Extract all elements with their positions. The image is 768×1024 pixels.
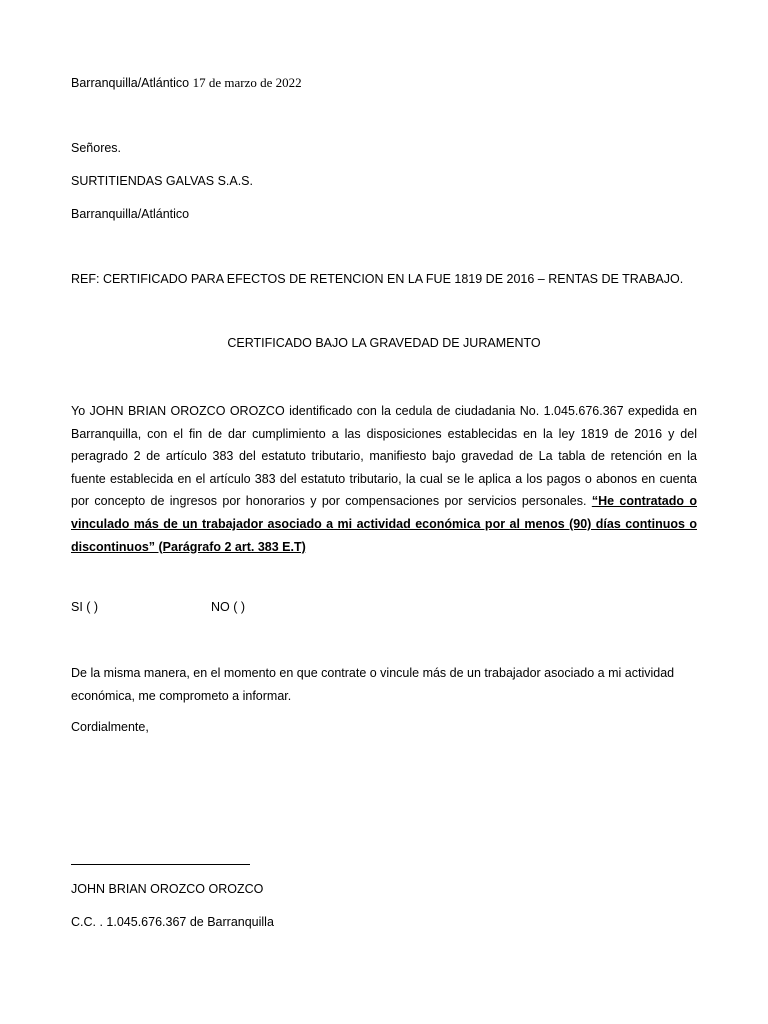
document-title: CERTIFICADO BAJO LA GRAVEDAD DE JURAMENTO bbox=[227, 336, 541, 350]
body-line: Yo JOHN BRIAN OROZCO OROZCO identificado con la cedula de ciudadania No. 1.045.676.367 expedida en bbox=[71, 404, 697, 418]
recipient-city: Barranquilla/Atlántico bbox=[71, 207, 190, 221]
option-no[interactable]: NO ( ) bbox=[211, 600, 246, 614]
signer-name: JOHN BRIAN OROZCO OROZCO bbox=[71, 882, 264, 896]
commitment-paragraph: De la misma manera, en el momento en que contrate o vincule más de un trabajador asociado a mi actividad económica, me comprometo a informar. bbox=[71, 666, 675, 703]
date-value: 17 de marzo de 2022 bbox=[192, 75, 302, 90]
date-line bbox=[71, 75, 302, 91]
date-place: Barranquilla/Atlántico bbox=[71, 76, 190, 90]
signature-line bbox=[71, 864, 250, 865]
sworn-statement-end: discontinuos” (Parágrafo 2 art. 383 E.T) bbox=[71, 539, 306, 554]
signer-id: C.C. . 1.045.676.367 de Barranquilla bbox=[71, 915, 274, 929]
body-line-plain: por concepto de ingresos por honorarios y por compensaciones por servicios personales. bbox=[71, 494, 592, 509]
body-line bbox=[71, 536, 697, 559]
sworn-statement-middle: vinculado más de un trabajador asociado a mi actividad económica por al menos (90) días continuos o bbox=[71, 516, 697, 531]
body-line bbox=[71, 490, 697, 513]
body-line: fuente establecida en el artículo 383 del estatuto tributario, la cual se le aplica a los pagos o abonos en cuenta bbox=[71, 471, 697, 486]
sworn-statement-start: “He contratado o bbox=[591, 494, 697, 509]
recipient-company: SURTITIENDAS GALVAS S.A.S. bbox=[71, 174, 253, 188]
closing: Cordialmente, bbox=[71, 720, 149, 734]
option-si[interactable]: SI ( ) bbox=[71, 600, 99, 614]
reference-line: REF: CERTIFICADO PARA EFECTOS DE RETENCION EN LA FUE 1819 DE 2016 – RENTAS DE TRABAJO. bbox=[71, 272, 684, 286]
salutation: Señores. bbox=[71, 141, 122, 155]
body-line: Barranquilla, con el fin de dar cumplimiento a las disposiciones establecidas en la ley 1819 de 2016 y del bbox=[71, 426, 697, 441]
body-line: peragrado 2 de artículo 383 del estatuto tributario, manifiesto bajo gravedad de La tabla de retención en la bbox=[71, 449, 697, 464]
certificate-body bbox=[71, 400, 697, 558]
